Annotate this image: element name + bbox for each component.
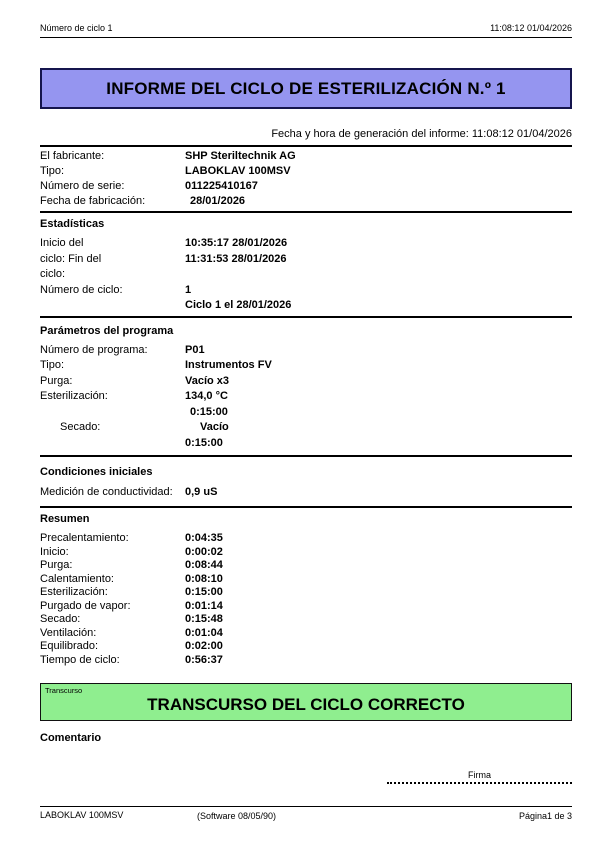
field-label-empty (40, 298, 185, 314)
section-title: Estadísticas (40, 218, 105, 230)
field-label: Calentamiento: (40, 572, 114, 585)
summary-row (40, 559, 572, 573)
report-title-banner (40, 68, 572, 109)
field-label: Fecha de fabricación: (40, 195, 146, 207)
comment-section-title: Comentario (40, 732, 102, 744)
initial-conditions-section (40, 457, 572, 506)
summary-rows (40, 526, 572, 667)
param-row (40, 420, 572, 436)
signature-dotted-line (387, 781, 572, 784)
header-timestamp: 11:08:12 01/04/2026 (490, 23, 572, 33)
cycle-end-value: 11:31:53 28/01/2026 (185, 252, 287, 265)
section-divider (40, 506, 572, 508)
field-label: Número de serie: (40, 180, 125, 192)
field-label: Purga: (40, 559, 73, 571)
report-title: INFORME DEL CICLO DE ESTERILIZACIÓN N.º 1 (106, 78, 506, 98)
param-row (40, 389, 572, 405)
field-label: Secado: (60, 421, 101, 433)
field-value: 0:04:35 (185, 532, 223, 544)
field-value: 1 (185, 283, 192, 296)
param-row (40, 343, 572, 359)
field-value: Vacío (200, 421, 229, 433)
info-row (40, 179, 572, 194)
footer-device-model: LABOKLAV 100MSV (40, 810, 124, 820)
summary-row (40, 532, 572, 546)
field-value: 0:02:00 (185, 640, 223, 652)
condition-row (40, 485, 572, 500)
summary-row (40, 613, 572, 627)
page-header (40, 22, 572, 38)
program-parameters-section (40, 318, 572, 456)
field-value: Ciclo 1 el 28/01/2026 (185, 299, 292, 311)
param-row (40, 374, 572, 390)
statistics-section (40, 217, 572, 316)
field-value: LABOKLAV 100MSV (185, 165, 291, 177)
info-row (40, 194, 572, 209)
section-divider (40, 211, 572, 213)
summary-row (40, 627, 572, 641)
field-value: 0:08:44 (185, 559, 223, 571)
cycle-number-row (40, 283, 572, 299)
page-footer (40, 806, 572, 821)
field-label: Secado: (40, 613, 81, 625)
cycle-times-row (40, 231, 572, 283)
header-cycle-number: Número de ciclo 1 (40, 23, 113, 33)
result-banner-text: TRANSCURSO DEL CICLO CORRECTO (147, 695, 465, 714)
field-label: Equilibrado: (40, 640, 99, 652)
field-label: Precalentamiento: (40, 532, 129, 544)
field-label: El fabricante: (40, 150, 105, 162)
field-label: Esterilización: (40, 390, 108, 402)
field-label: Medición de conductividad: (40, 486, 173, 498)
result-banner-tag: Transcurso (45, 686, 83, 695)
field-value: 0:01:14 (185, 599, 223, 612)
cycle-result-banner (40, 683, 572, 721)
field-label: Tiempo de ciclo: (40, 653, 120, 666)
field-label: Tipo: (40, 359, 65, 371)
field-value: 0:15:00 (190, 405, 228, 418)
field-value: 0:15:00 (185, 436, 223, 449)
field-value: 0:01:04 (185, 626, 223, 639)
param-subrow (40, 405, 572, 421)
param-subrow (40, 436, 572, 452)
info-row (40, 149, 572, 164)
summary-row (40, 546, 572, 560)
summary-row (40, 600, 572, 614)
field-value: 011225410167 (185, 180, 258, 192)
field-label: Número de programa: (40, 343, 148, 356)
field-label: Purgado de vapor: (40, 599, 131, 612)
label-line: Inicio del (40, 237, 84, 249)
field-value: P01 (185, 343, 205, 356)
footer-page-number: Página1 de 3 (518, 811, 572, 821)
info-row (40, 164, 572, 179)
section-title: Resumen (40, 513, 90, 525)
field-value: 28/01/2026 (190, 195, 246, 207)
field-value: 0:00:02 (185, 545, 223, 558)
device-info-section (40, 147, 572, 211)
label-line: ciclo: (40, 268, 66, 280)
section-title: Condiciones iniciales (40, 466, 153, 478)
field-label: Ventilación: (40, 626, 97, 639)
field-value: Vacío x3 (185, 374, 230, 387)
cycle-times-label (40, 236, 185, 283)
summary-section (40, 512, 572, 667)
field-value: 0:15:48 (185, 613, 223, 625)
label-line: ciclo: Fin del (40, 252, 102, 265)
field-value: 0:08:10 (185, 572, 223, 585)
field-value: SHP Steriltechnik AG (185, 150, 296, 162)
signature-label: Firma (468, 770, 491, 780)
summary-row (40, 640, 572, 654)
field-label: Esterilización: (40, 586, 108, 598)
cycle-detail-row (40, 298, 572, 314)
field-value: 0,9 uS (185, 486, 218, 498)
field-label: Tipo: (40, 165, 65, 177)
field-value: 134,0 °C (185, 390, 228, 402)
field-label-empty (40, 405, 185, 421)
field-label: Inicio: (40, 545, 69, 558)
param-row (40, 358, 572, 374)
summary-row (40, 586, 572, 600)
field-label: Número de ciclo: (40, 283, 123, 296)
field-value: 0:15:00 (185, 586, 223, 598)
field-value: Instrumentos FV (185, 359, 272, 371)
field-value: 0:56:37 (185, 653, 223, 666)
cycle-start-value: 10:35:17 28/01/2026 (185, 237, 288, 249)
summary-row (40, 654, 572, 668)
footer-software-version: (Software 08/05/90) (197, 811, 277, 821)
generation-datetime-line: Fecha y hora de generación del informe: 11:08:12 01/04/2026 (271, 128, 572, 140)
field-label-empty (40, 436, 185, 452)
cycle-times-values (185, 236, 287, 283)
section-title: Parámetros del programa (40, 324, 174, 337)
field-label: Purga: (40, 374, 73, 387)
signature-block (387, 770, 572, 784)
summary-row (40, 573, 572, 587)
